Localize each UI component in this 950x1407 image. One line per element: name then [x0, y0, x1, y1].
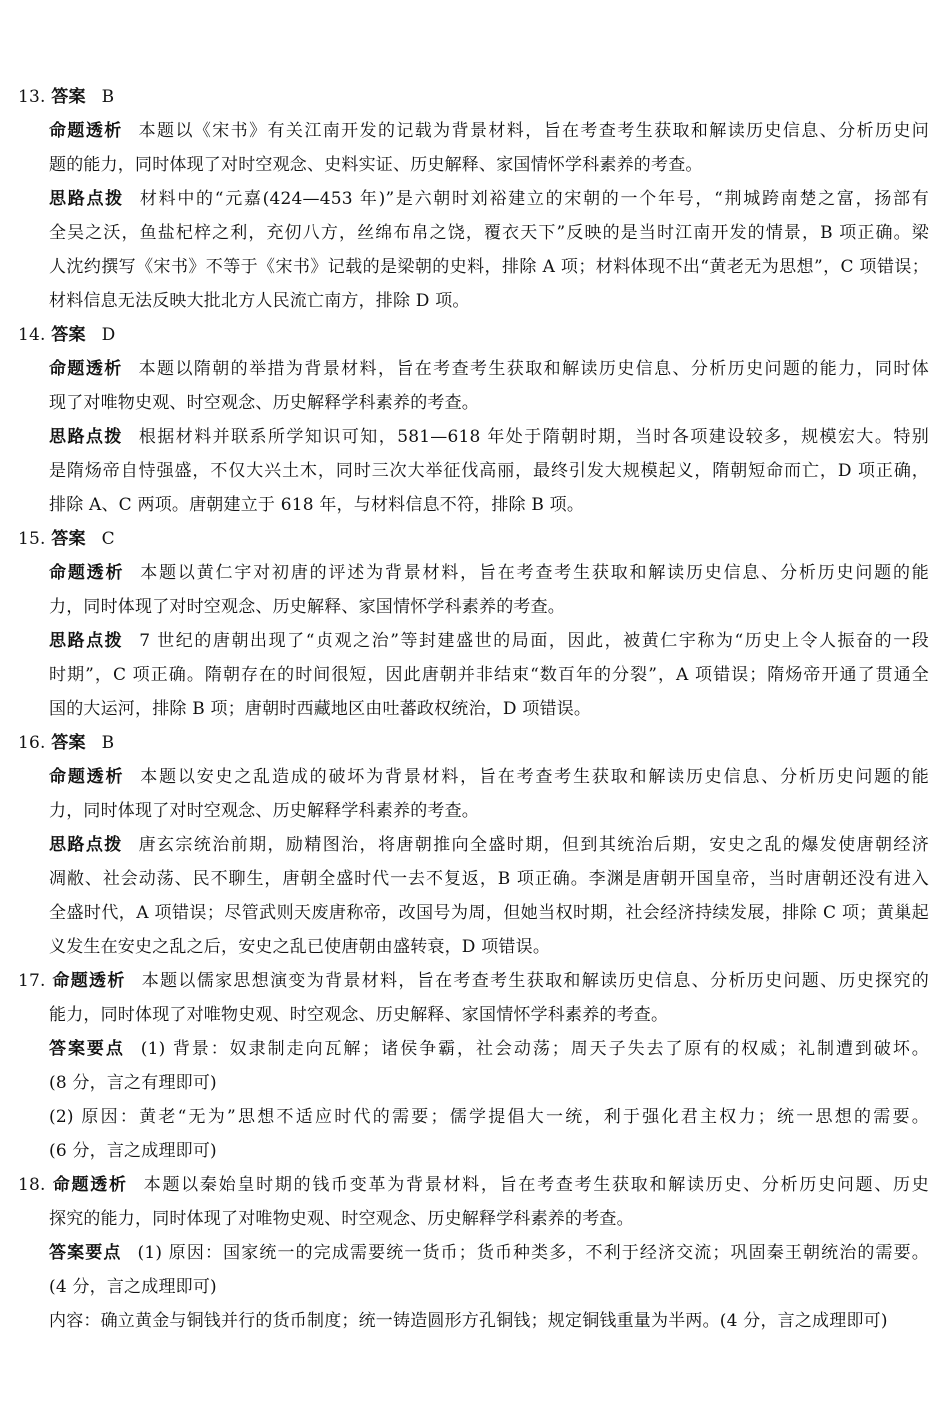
q16-hint-line: 思路点拨 唐玄宗统治前期，励精图治，将唐朝推向全盛时期，但到其统治后期，安史之乱的爆发使唐朝经济	[49, 835, 929, 855]
hint-label: 思路点拨	[49, 189, 124, 209]
q18-intent-line: 18. 命题透析 本题以秦始皇时期的钱币变革为背景材料，旨在考查考生获取和解读历史、分析历史问题、历史	[18, 1175, 929, 1195]
intent-label: 命题透析	[49, 767, 125, 787]
q14-hint-line: 是隋炀帝自恃强盛，不仅大兴土木，同时三次大举征伐高丽，最终引发大规模起义，隋朝短命而亡，D 项正确，	[49, 461, 929, 481]
answer-label: 答案	[51, 529, 86, 549]
q18-number: 18.	[18, 1175, 46, 1195]
q17-intent-line: 能力，同时体现了对唯物史观、时空观念、历史解释、家国情怀学科素养的考查。	[49, 1005, 669, 1025]
q16-answer-line	[18, 730, 898, 756]
hint-label: 思路点拨	[49, 427, 123, 447]
q14-hint-line: 思路点拨 根据材料并联系所学知识可知，581—618 年处于隋朝时期，当时各项建设较多，规模宏大。特别	[49, 427, 929, 447]
q16-number: 16.	[18, 733, 46, 753]
q17-points-line: (6 分，言之成理即可)	[49, 1141, 217, 1161]
q15-hint-line: 时期”，C 项正确。隋朝存在的时间很短，因此唐朝并非结束“数百年的分裂”，A 项错误；隋炀帝开通了贯通全	[49, 665, 929, 685]
q18-points-line: (4 分，言之成理即可)	[49, 1277, 217, 1297]
q13-hint-line: 材料信息无法反映大批北方人民流亡南方，排除 D 项。	[49, 291, 470, 311]
intent-label: 命题透析	[52, 971, 126, 991]
q13-answer-line	[18, 84, 898, 110]
q15-hint-line: 国的大运河，排除 B 项；唐朝时西藏地区由吐蕃政权统治，D 项错误。	[49, 699, 592, 719]
answer-label: 答案	[51, 733, 86, 753]
answer-label: 答案	[51, 325, 86, 345]
q13-intent-line: 命题透析 本题以《宋书》有关江南开发的记载为背景材料，旨在考查考生获取和解读历史信息、分析历史问	[49, 121, 929, 141]
intent-label: 命题透析	[52, 1175, 128, 1195]
q13-answer-value: B	[101, 87, 115, 107]
q16-hint-line: 全盛时代，A 项错误；尽管武则天废唐称帝，改国号为周，但她当权时期，社会经济持续发展，排除 C 项；黄巢起	[49, 903, 929, 923]
q17-points-line: (2) 原因：黄老“无为”思想不适应时代的需要；儒学提倡大一统，利于强化君主权力；统一思想的需要。	[49, 1107, 929, 1127]
q16-answer-value: B	[101, 733, 115, 753]
q15-intent-line: 力，同时体现了对时空观念、历史解释、家国情怀学科素养的考查。	[49, 597, 565, 617]
q14-answer-line	[18, 322, 898, 348]
intent-label: 命题透析	[49, 121, 123, 141]
q17-points-line: (8 分，言之有理即可)	[49, 1073, 217, 1093]
hint-label: 思路点拨	[49, 631, 124, 651]
key-points-label: 答案要点	[49, 1243, 122, 1263]
intent-label: 命题透析	[49, 359, 123, 379]
hint-label: 思路点拨	[49, 835, 123, 855]
intent-label: 命题透析	[49, 563, 125, 583]
q13-hint-line: 思路点拨 材料中的“元嘉(424—453 年)”是六朝时刘裕建立的宋朝的一个年号，“荆城跨南楚之富，扬部有	[49, 189, 929, 209]
q14-intent-line: 现了对唯物史观、时空观念、历史解释学科素养的考查。	[49, 393, 479, 413]
q17-points-line: 答案要点 (1) 背景：奴隶制走向瓦解；诸侯争霸，社会动荡；周天子失去了原有的权威；礼制遭到破坏。	[49, 1039, 929, 1059]
q15-hint-line: 思路点拨 7 世纪的唐朝出现了“贞观之治”等封建盛世的局面，因此，被黄仁宇称为“历史上令人振奋的一段	[49, 631, 929, 651]
answer-label: 答案	[51, 87, 86, 107]
q14-intent-line: 命题透析 本题以隋朝的举措为背景材料，旨在考查考生获取和解读历史信息、分析历史问题的能力，同时体	[49, 359, 929, 379]
q18-points-line: 答案要点 (1) 原因：国家统一的完成需要统一货币；货币种类多，不利于经济交流；巩固秦王朝统治的需要。	[49, 1243, 929, 1263]
q14-number: 14.	[18, 325, 46, 345]
q16-hint-line: 义发生在安史之乱之后，安史之乱已使唐朝由盛转衰，D 项错误。	[49, 937, 551, 957]
q13-intent-line: 题的能力，同时体现了对时空观念、史料实证、历史解释、家国情怀学科素养的考查。	[49, 155, 703, 175]
q13-number: 13.	[18, 87, 46, 107]
q16-hint-line: 凋敝、社会动荡、民不聊生，唐朝全盛时代一去不复返，B 项正确。李渊是唐朝开国皇帝，当时唐朝还没有进入	[49, 869, 929, 889]
q16-intent-line: 力，同时体现了对时空观念、历史解释学科素养的考查。	[49, 801, 479, 821]
q16-intent-line: 命题透析 本题以安史之乱造成的破坏为背景材料，旨在考查考生获取和解读历史信息、分析历史问题的能	[49, 767, 929, 787]
q14-answer-value: D	[101, 325, 116, 345]
q15-number: 15.	[18, 529, 46, 549]
q18-intent-line: 探究的能力，同时体现了对唯物史观、时空观念、历史解释学科素养的考查。	[49, 1209, 634, 1229]
q17-number: 17.	[18, 971, 46, 991]
q14-hint-line: 排除 A、C 两项。唐朝建立于 618 年，与材料信息不符，排除 B 项。	[49, 495, 585, 515]
q15-answer-line	[18, 526, 898, 552]
q13-hint-line: 全吴之沃，鱼盐杞梓之利，充仞八方，丝绵布帛之饶，覆衣天下”反映的是当时江南开发的情景，B 项正确。梁	[49, 223, 929, 243]
q15-answer-value: C	[101, 529, 115, 549]
q17-intent-line: 17. 命题透析 本题以儒家思想演变为背景材料，旨在考查考生获取和解读历史信息、分析历史问题、历史探究的	[18, 971, 929, 991]
key-points-label: 答案要点	[49, 1039, 125, 1059]
q15-intent-line: 命题透析 本题以黄仁宇对初唐的评述为背景材料，旨在考查考生获取和解读历史信息、分析历史问题的能	[49, 563, 929, 583]
q13-hint-line: 人沈约撰写《宋书》不等于《宋书》记载的是梁朝的史料，排除 A 项；材料体现不出“黄老无为思想”，C 项错误；	[49, 257, 929, 277]
q18-points-line: 内容：确立黄金与铜钱并行的货币制度；统一铸造圆形方孔铜钱；规定铜钱重量为半两。(4 分，言之成理即可)	[49, 1311, 888, 1331]
